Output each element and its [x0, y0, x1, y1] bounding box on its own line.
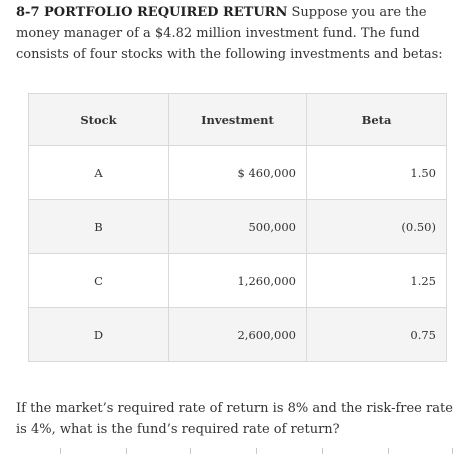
problem-question: If the market’s required rate of return is 8% and the risk-free rate is 4%, what is the fund’s required rate of return? — [16, 401, 453, 437]
investment-table — [28, 93, 447, 362]
beta-cell: (0.50) — [307, 200, 447, 254]
stock-cell: D — [29, 308, 169, 362]
investment-cell: 500,000 — [169, 200, 307, 254]
beta-cell: 1.50 — [307, 146, 447, 200]
table-row — [29, 254, 447, 308]
cropped-table-edge — [0, 446, 474, 454]
problem-title: 8-7 PORTFOLIO REQUIRED RETURN — [16, 5, 288, 20]
problem-intro — [16, 2, 462, 65]
header-beta: Beta — [307, 94, 447, 146]
header-investment: Investment — [169, 94, 307, 146]
beta-cell: 0.75 — [307, 308, 447, 362]
table-row — [29, 146, 447, 200]
table-row — [29, 308, 447, 362]
stock-cell: B — [29, 200, 169, 254]
header-stock: Stock — [29, 94, 169, 146]
stock-cell: C — [29, 254, 169, 308]
beta-cell: 1.25 — [307, 254, 447, 308]
table-header-row — [29, 94, 447, 146]
table-row — [29, 200, 447, 254]
problem-text: Suppose you are the money manager of a $4.82 million investment fund. The fund consists of four stocks with the following investments and betas: — [16, 5, 443, 62]
investment-cell: 2,600,000 — [169, 308, 307, 362]
investment-cell: 1,260,000 — [169, 254, 307, 308]
investment-cell: $ 460,000 — [169, 146, 307, 200]
stock-cell: A — [29, 146, 169, 200]
